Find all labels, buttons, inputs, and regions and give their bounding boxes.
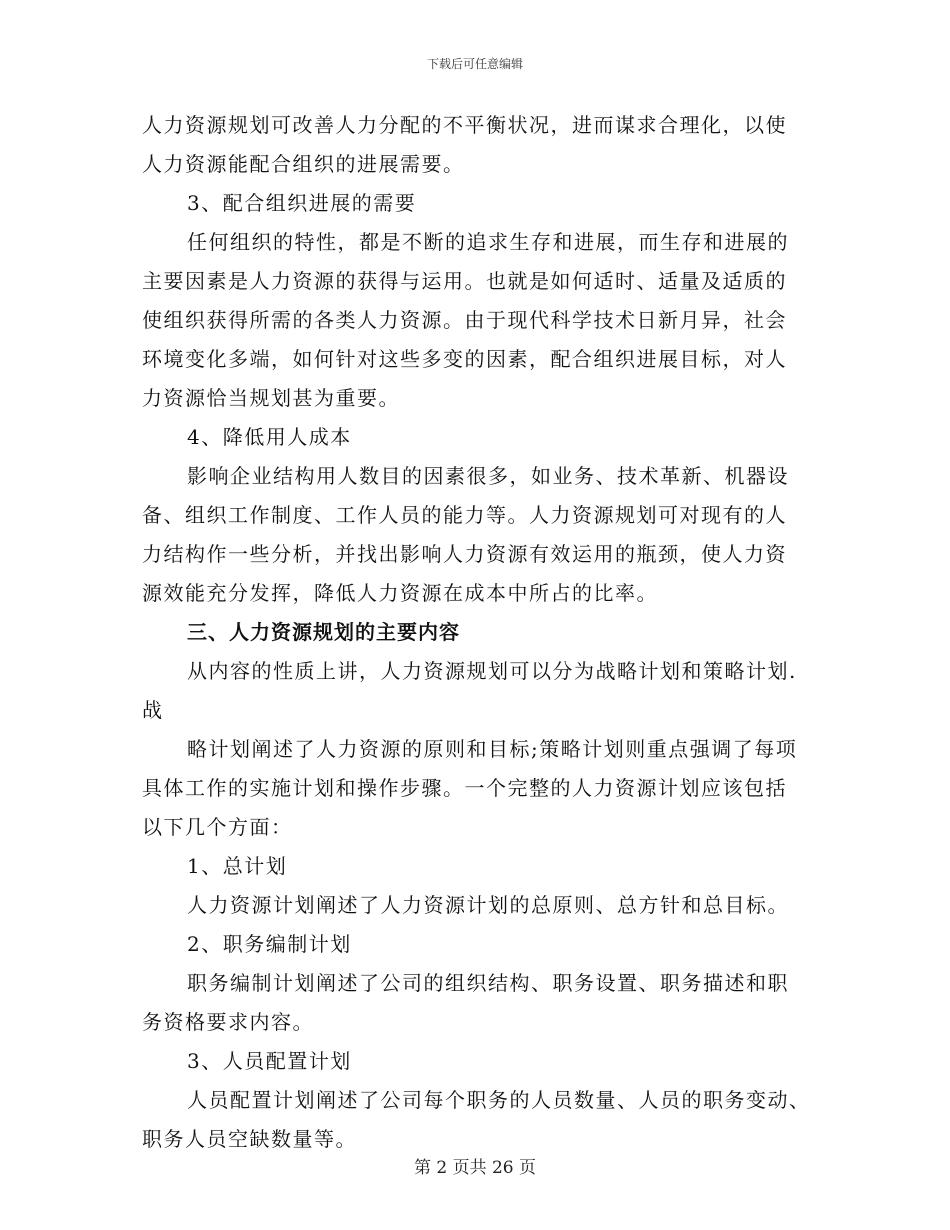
body-line: 主要因素是人力资源的获得与运用。也就是如何适时、适量及适质的	[142, 269, 787, 293]
subheading: 3、配合组织进展的需要	[187, 191, 417, 215]
body-line: 源效能充分发挥，降低人力资源在成本中所占的比率。	[142, 581, 658, 605]
body-line: 使组织获得所需的各类人力资源。由于现代科学技术日新月异，社会	[142, 308, 787, 332]
body-line: 环境变化多端，如何针对这些多变的因素，配合组织进展目标，对人	[142, 347, 787, 371]
body-line: 略计划阐述了人力资源的原则和目标;策略计划则重点强调了每项	[187, 737, 798, 761]
body-line: 职务编制计划阐述了公司的组织结构、职务设置、职务描述和职	[187, 971, 789, 995]
body-line: 影响企业结构用人数目的因素很多，如业务、技术革新、机器设	[187, 464, 789, 488]
body-line: 力结构作一些分析，并找出影响人力资源有效运用的瓶颈，使人力资	[142, 542, 787, 566]
body-line: 人力资源计划阐述了人力资源计划的总原则、总方针和总目标。	[187, 893, 789, 917]
subheading: 4、降低用人成本	[187, 425, 352, 449]
document-body	[142, 106, 822, 1159]
body-line: 人力资源能配合组织的进展需要。	[142, 152, 465, 176]
body-line: 职务人员空缺数量等。	[142, 1127, 357, 1151]
body-line: 人员配置计划阐述了公司每个职务的人员数量、人员的职务变动、	[187, 1088, 811, 1112]
body-line: 战	[142, 698, 164, 722]
section-heading: 三、人力资源规划的主要内容	[187, 620, 460, 644]
page-header: 下载后可任意编辑	[426, 57, 523, 71]
body-line: 力资源恰当规划甚为重要。	[142, 386, 400, 410]
body-line: 人力资源规划可改善人力分配的不平衡状况，进而谋求合理化，以使	[142, 113, 787, 137]
page-footer: 第 2 页共 26 页	[413, 1158, 537, 1178]
body-line: 具体工作的实施计划和操作步骤。一个完整的人力资源计划应该包括	[142, 776, 787, 800]
body-line: 备、组织工作制度、工作人员的能力等。人力资源规划可对现有的人	[142, 503, 787, 527]
body-line: 从内容的性质上讲，人力资源规划可以分为战略计划和策略计划.	[187, 659, 797, 683]
subheading: 2、职务编制计划	[187, 932, 352, 956]
body-line: 任何组织的特性，都是不断的追求生存和进展，而生存和进展的	[187, 230, 789, 254]
subheading: 1、总计划	[187, 854, 288, 878]
body-line: 务资格要求内容。	[142, 1010, 314, 1034]
body-line: 以下几个方面：	[142, 815, 293, 839]
subheading: 3、人员配置计划	[187, 1049, 352, 1073]
